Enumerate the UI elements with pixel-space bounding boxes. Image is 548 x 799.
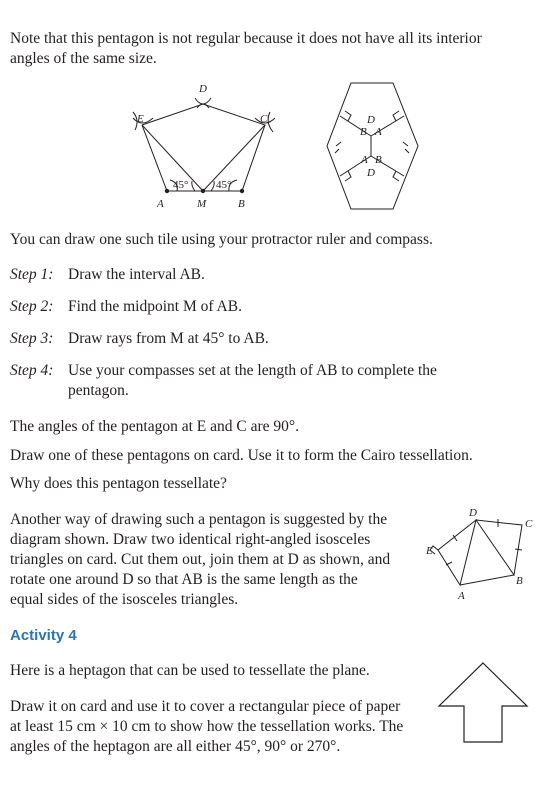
- draw-intro-text: You can draw one such tile using your protractor ruler and compass.: [10, 231, 433, 248]
- pentagon-construction-diagram: [125, 80, 285, 212]
- step-2: Step 2: Find the midpoint M of AB.: [10, 298, 242, 315]
- tile-label-A-bottom: A: [361, 154, 368, 166]
- angle-label-left: 45°: [173, 179, 189, 191]
- heptagon-text: Here is a heptagon that can be used to tessellate the plane.: [10, 662, 370, 679]
- tile-label-B-bottom: B: [375, 154, 382, 166]
- tri-label-D: D: [469, 507, 477, 519]
- label-A: A: [157, 198, 164, 210]
- label-B: B: [238, 198, 245, 210]
- label-E: E: [137, 113, 144, 125]
- label-C: C: [260, 113, 268, 125]
- heptagon-arrow-shape: [435, 660, 535, 745]
- triangles-diagram: [420, 505, 545, 605]
- intro-paragraph: Note that this pentagon is not regular because it does not have all its interior angles of the same size.: [10, 30, 482, 67]
- tri-label-C: C: [525, 518, 533, 530]
- tile-label-B-top: B: [360, 126, 367, 138]
- tile-label-D-top: D: [367, 114, 375, 126]
- label-D: D: [199, 83, 207, 95]
- tile-label-A-top: A: [375, 126, 382, 138]
- cairo-text: Draw one of these pentagons on card. Use it to form the Cairo tessellation.: [10, 447, 473, 464]
- tri-label-B: B: [516, 575, 523, 587]
- step-3: Step 3: Draw rays from M at 45° to AB.: [10, 330, 269, 347]
- why-question: Why does this pentagon tessellate?: [10, 475, 227, 492]
- step-1: Step 1: Draw the interval AB.: [10, 266, 205, 283]
- tri-label-E: E: [426, 545, 433, 557]
- label-M: M: [197, 198, 207, 210]
- angle-label-right: 45°: [216, 179, 232, 191]
- angles-text: The angles of the pentagon at E and C are 90°.: [10, 418, 299, 435]
- another-way-paragraph: Another way of drawing such a pentagon is suggested by the diagram shown. Draw two identical right-angled isosceles triangles on card. Cut them out, join them at D as shown, and rotate one around D so that AB is the same length as the equal sides of the isosceles triangles.: [10, 511, 391, 608]
- cairo-tiles-diagram: [325, 80, 420, 212]
- tri-label-A: A: [458, 590, 465, 602]
- tile-label-D-bottom: D: [367, 167, 375, 179]
- activity-heading: Activity 4: [10, 627, 77, 644]
- card-instructions: Draw it on card and use it to cover a rectangular piece of paper at least 15 cm × 10 cm to show how the tessellation works. The angles of the heptagon are all either 45°, 90° or 270°.: [10, 698, 404, 755]
- step-4: Step 4: Use your compasses set at the length of AB to complete the pentagon.: [10, 362, 437, 399]
